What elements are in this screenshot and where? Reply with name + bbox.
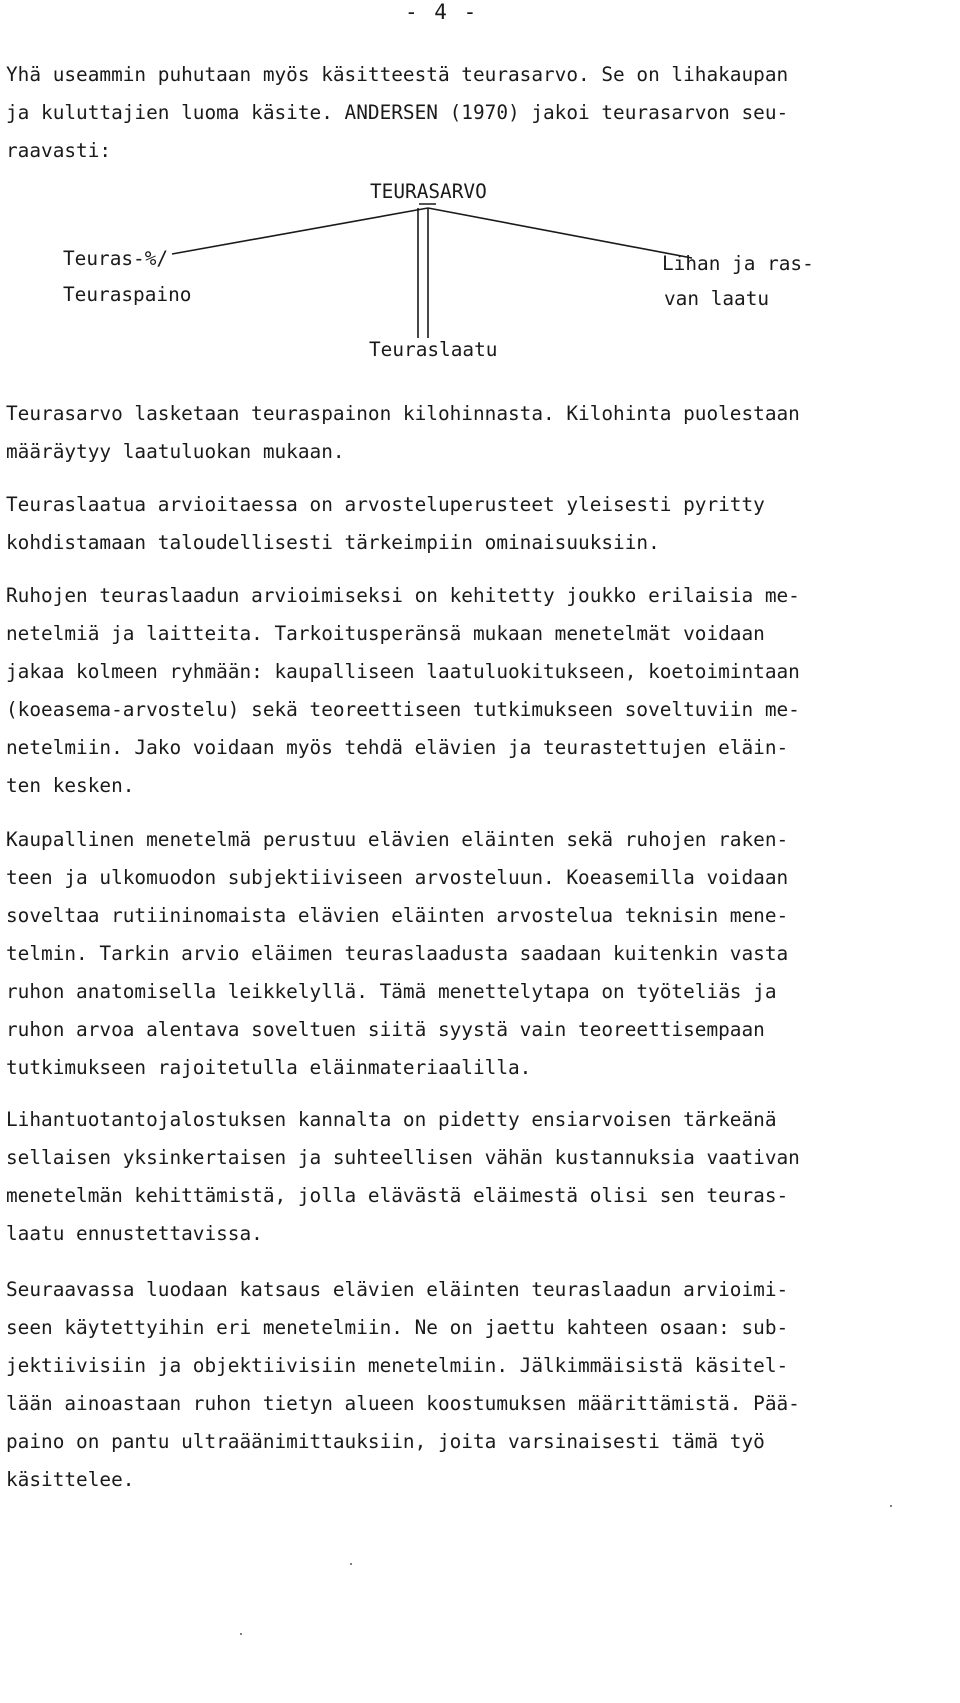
text-line: ruhon arvoa alentava soveltuen siitä syystä vain teoreettisempaan (6, 1018, 765, 1041)
text-line: Yhä useammin puhutaan myös käsitteestä teurasarvo. Se on lihakaupan (6, 63, 789, 86)
text-line: määräytyy laatuluokan mukaan. (6, 440, 345, 463)
text-line: Teurasarvo lasketaan teuraspainon kilohinnasta. Kilohinta puolestaan (6, 402, 800, 425)
text-line: teen ja ulkomuodon subjektiiviseen arvosteluun. Koeasemilla voidaan (6, 866, 789, 889)
diagram-root-label: TEURASARVO (370, 180, 487, 203)
page-number: - 4 - (405, 0, 479, 24)
text-line: seen käytettyihin eri menetelmiin. Ne on jaettu kahteen osaan: sub- (6, 1316, 789, 1339)
connector-right (428, 208, 692, 258)
text-line: Kaupallinen menetelmä perustuu elävien eläinten sekä ruhojen raken- (6, 828, 789, 851)
text-line: jakaa kolmeen ryhmään: kaupalliseen laatuluokitukseen, koetoimintaan (6, 660, 800, 683)
text-line: Teuraslaatua arvioitaessa on arvosteluperusteet yleisesti pyritty (6, 493, 765, 516)
text-line: ja kuluttajien luoma käsite. ANDERSEN (1970) jakoi teurasarvon seu- (6, 101, 789, 124)
text-line: kohdistamaan taloudellisesti tärkeimpiin ominaisuuksiin. (6, 531, 660, 554)
scan-speck (890, 1505, 892, 1507)
paragraph-6 (6, 1271, 906, 1499)
connector-left (172, 208, 428, 254)
text-line: raavasti: (6, 139, 112, 162)
text-line: Seuraavassa luodaan katsaus elävien eläinten teuraslaadun arvioimi- (6, 1278, 789, 1301)
text-line: jektiivisiin ja objektiivisiin menetelmiin. Jälkimmäisistä käsitel- (6, 1354, 789, 1377)
text-line: netelmiä ja laitteita. Tarkoitusperänsä mukaan menetelmät voidaan (6, 622, 765, 645)
diagram-left-label-line2: Teuraspaino (63, 283, 192, 306)
text-line: ruhon anatomisella leikkelyllä. Tämä menettelytapa on työteliäs ja (6, 980, 777, 1003)
paragraph-4 (6, 821, 906, 1087)
text-line: paino on pantu ultraäänimittauksiin, joita varsinaisesti tämä työ (6, 1430, 765, 1453)
text-line: käsittelee. (6, 1468, 135, 1491)
text-line: lään ainoastaan ruhon tietyn alueen koostumuksen määrittämistä. Pää- (6, 1392, 800, 1415)
scan-speck (350, 1563, 352, 1565)
text-line: Ruhojen teuraslaadun arvioimiseksi on kehitetty joukko erilaisia me- (6, 584, 800, 607)
paragraph-3 (6, 577, 906, 805)
text-line: laatu ennustettavissa. (6, 1222, 263, 1245)
text-line: sellaisen yksinkertaisen ja suhteellisen vähän kustannuksia vaativan (6, 1146, 800, 1169)
text-line: (koeasema-arvostelu) sekä teoreettiseen tutkimukseen soveltuviin me- (6, 698, 800, 721)
text-line: soveltaa rutiininomaista elävien eläinten arvostelua teknisin mene- (6, 904, 789, 927)
paragraph-1 (6, 395, 906, 471)
diagram-right-label-line1: Lihan ja ras- (662, 252, 814, 275)
text-line: Lihantuotantojalostuksen kannalta on pidetty ensiarvoisen tärkeänä (6, 1108, 777, 1131)
diagram-bottom-label: Teuraslaatu (369, 338, 498, 361)
diagram-left-label-line1: Teuras-%/ (63, 247, 169, 270)
text-line: menetelmän kehittämistä, jolla elävästä eläimestä olisi sen teuras- (6, 1184, 789, 1207)
paragraph-5 (6, 1101, 906, 1253)
text-line: telmin. Tarkin arvio eläimen teuraslaadusta saadaan kuitenkin vasta (6, 942, 789, 965)
diagram-right-label-line2: van laatu (664, 287, 770, 310)
paragraph-2 (6, 486, 906, 562)
text-line: netelmiin. Jako voidaan myös tehdä elävien ja teurastettujen eläin- (6, 736, 789, 759)
text-line: tutkimukseen rajoitetulla eläinmateriaalilla. (6, 1056, 532, 1079)
scan-speck (240, 1633, 242, 1635)
text-line: ten kesken. (6, 774, 135, 797)
